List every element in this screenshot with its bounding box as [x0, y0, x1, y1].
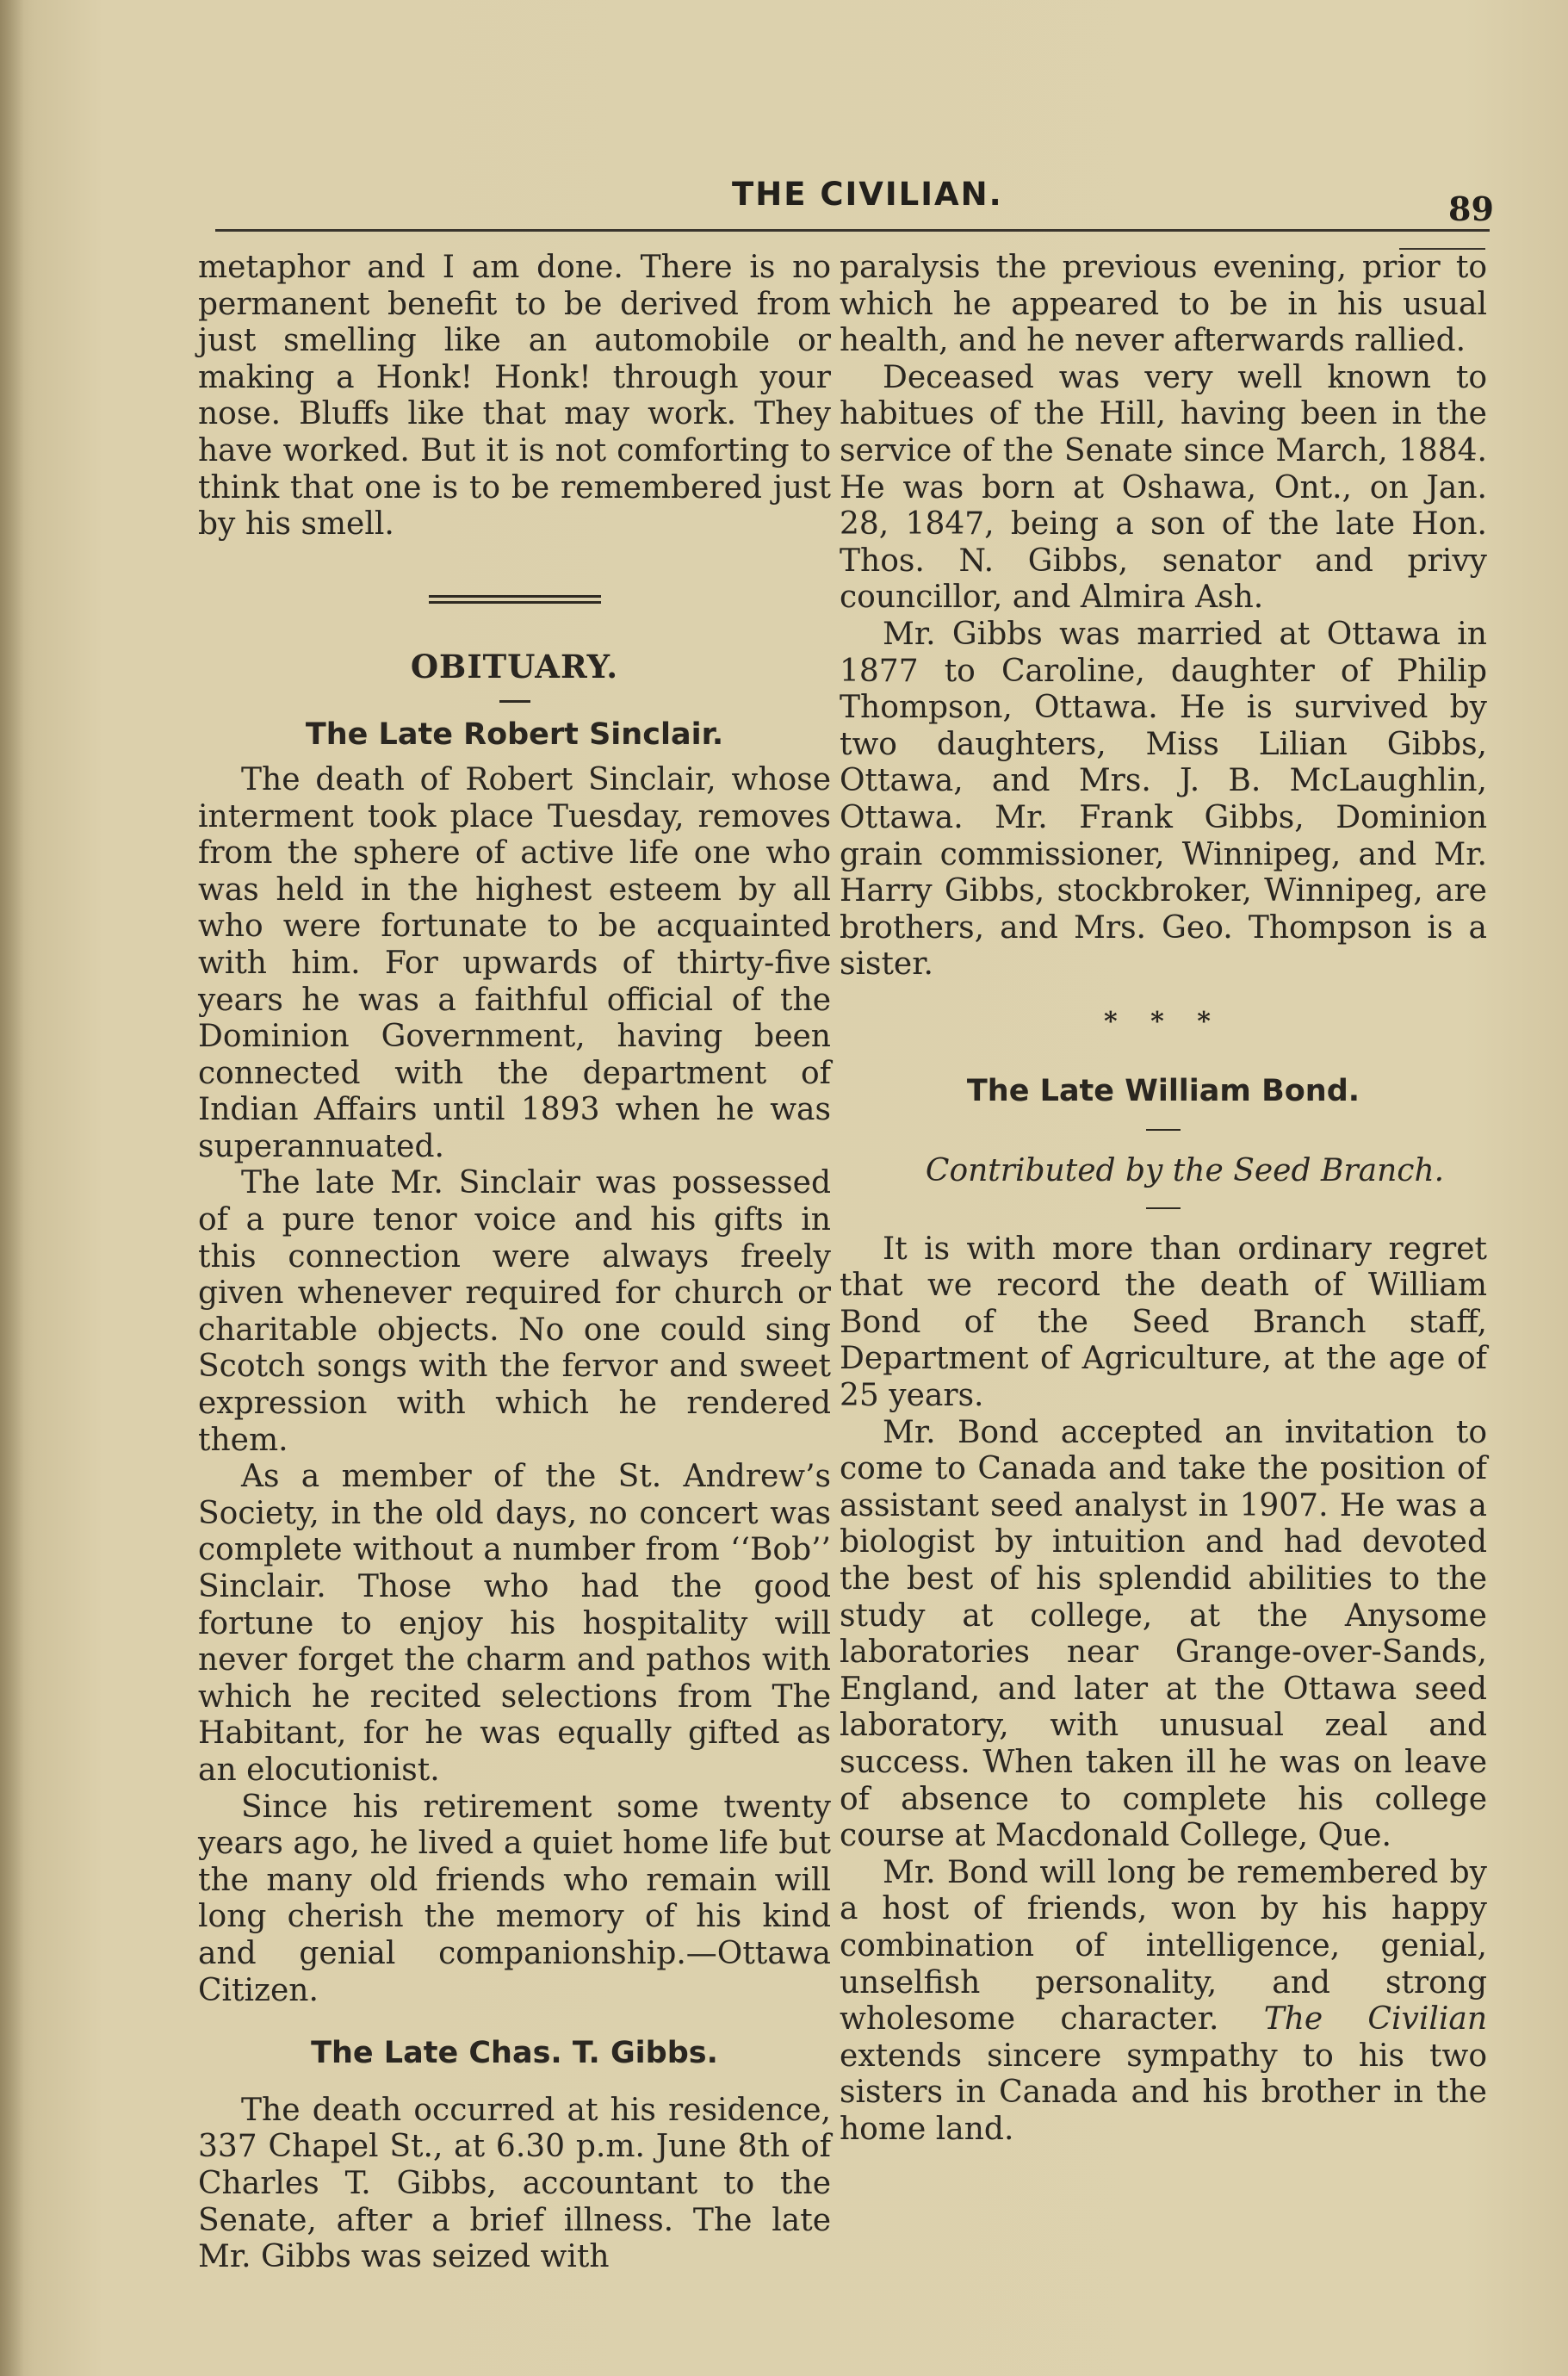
gibbs-heading: The Late Chas. T. Gibbs. [311, 2036, 718, 2071]
page-number: 89 [1448, 189, 1494, 228]
gibbs-continued: paralysis the previous evening, prior to which he appeared to be in his usual health, and he never afterwards rallied. [840, 250, 1487, 359]
obituary-title: OBITUARY. [410, 647, 619, 686]
section-divider [429, 595, 601, 604]
sinclair-heading: The Late Robert Sinclair. [305, 717, 724, 753]
gibbs-paragraph-1: The death occurred at his residence, 337 Chapel St., at 6.30 p.m. June 8th of Charles T. Gibbs, accountant to the Senate, after a brief illness. The late Mr. Gibbs was seized with [198, 2092, 831, 2275]
bond-byline-dash [1146, 1207, 1181, 1209]
bond-byline: Contributed by the Seed Branch. [925, 1153, 1445, 1189]
bond-heading-dash [1146, 1129, 1181, 1131]
title-dash [499, 700, 530, 703]
bond-heading: The Late William Bond. [966, 1074, 1360, 1109]
bond-paragraph-1: It is with more than ordinary regret that we record the death of William Bond of the Seed Branch staff, Department of Agriculture, at the age of 25 years. [840, 1231, 1487, 1414]
gibbs-paragraph-3: Mr. Gibbs was married at Ottawa in 1877 to Caroline, daughter of Philip Thompson, Ottawa. He is survived by two daughters, Miss Lilian Gibbs, Ottawa, and Mrs. J. B. McLaughlin, Ottawa. Mr. Frank Gibbs, Dominion grain commissioner, Winnipeg, and Mr. Harry Gibbs, stockbroker, Winnipeg, are brothers, and Mrs. Geo. Thompson is a sister. [840, 616, 1487, 983]
bond-paragraph-3 [840, 1855, 1487, 2149]
sinclair-paragraph-1: The death of Robert Sinclair, whose interment took place Tuesday, removes from the sphere of active life one who was held in the highest esteem by all who were fortunate to be acquainted with him. For upwards of thirty-five years he was a faithful official of the Dominion Government, having been connected with the department of Indian Affairs until 1893 when he was superannuated. [198, 761, 831, 1164]
civilian-name: The Civilian [1263, 2001, 1488, 2038]
header-rule [215, 229, 1490, 232]
intro-paragraph: metaphor and I am done. There is no permanent benefit to be derived from just smelling like an automobile or making a Honk! Honk! through your nose. Bluffs like that may work. They have worked. But it is not comforting to think that one is to be remembered just by his smell. [198, 250, 831, 543]
left-column [198, 250, 831, 2276]
bond-p3-start: Mr. Bond will long be remembered by a host of friends, won by his happy combination of intelligence, genial, unselfish personality, and strong wholesome character. [840, 1854, 1487, 2038]
sinclair-paragraph-3: As a member of the St. Andrew’s Society, in the old days, no concert was complete without a number from ‘‘Bob’’ Sinclair. Those who had the good fortune to enjoy his hospitality will never forget the charm and pathos with which he recited selections from The Habitant, for he was equally gifted as an elocutionist. [198, 1459, 831, 1788]
bond-paragraph-2: Mr. Bond accepted an invitation to come to Canada and take the position of assistant seed analyst in 1907. He was a biologist by intuition and had devoted the best of his splendid abilities to the study at college, at the Anysome laboratories near Grange-over-Sands, England, and later at the Ottawa seed laboratory, with unusual zeal and success. When taken ill he was on leave of absence to complete his college course at Macdonald College, Que. [840, 1414, 1487, 1854]
page-header [0, 172, 1568, 228]
gibbs-paragraph-2: Deceased was very well known to habitues of the Hill, having been in the service of the Senate since March, 1884. He was born at Oshawa, Ont., on Jan. 28, 1847, being a son of the late Hon. Thos. N. Gibbs, senator and privy councillor, and Almira Ash. [840, 359, 1487, 616]
right-column [840, 250, 1487, 2149]
running-title: THE CIVILIAN. [732, 176, 1003, 213]
sinclair-paragraph-4: Since his retirement some twenty years ago, he lived a quiet home life but the many old friends who remain will long cherish the memory of his kind and genial companionship.—Ottawa Citizen. [198, 1789, 831, 2008]
sinclair-paragraph-2: The late Mr. Sinclair was possessed of a pure tenor voice and his gifts in this connection were always freely given whenever required for church or charitable objects. No one could sing Scotch songs with the fervor and sweet expression with which he rendered them. [198, 1165, 831, 1458]
section-stars: * * * [1104, 1006, 1223, 1037]
bond-p3-end: extends sincere sympathy to his two sisters in Canada and his brother in the home land. [840, 2038, 1487, 2147]
